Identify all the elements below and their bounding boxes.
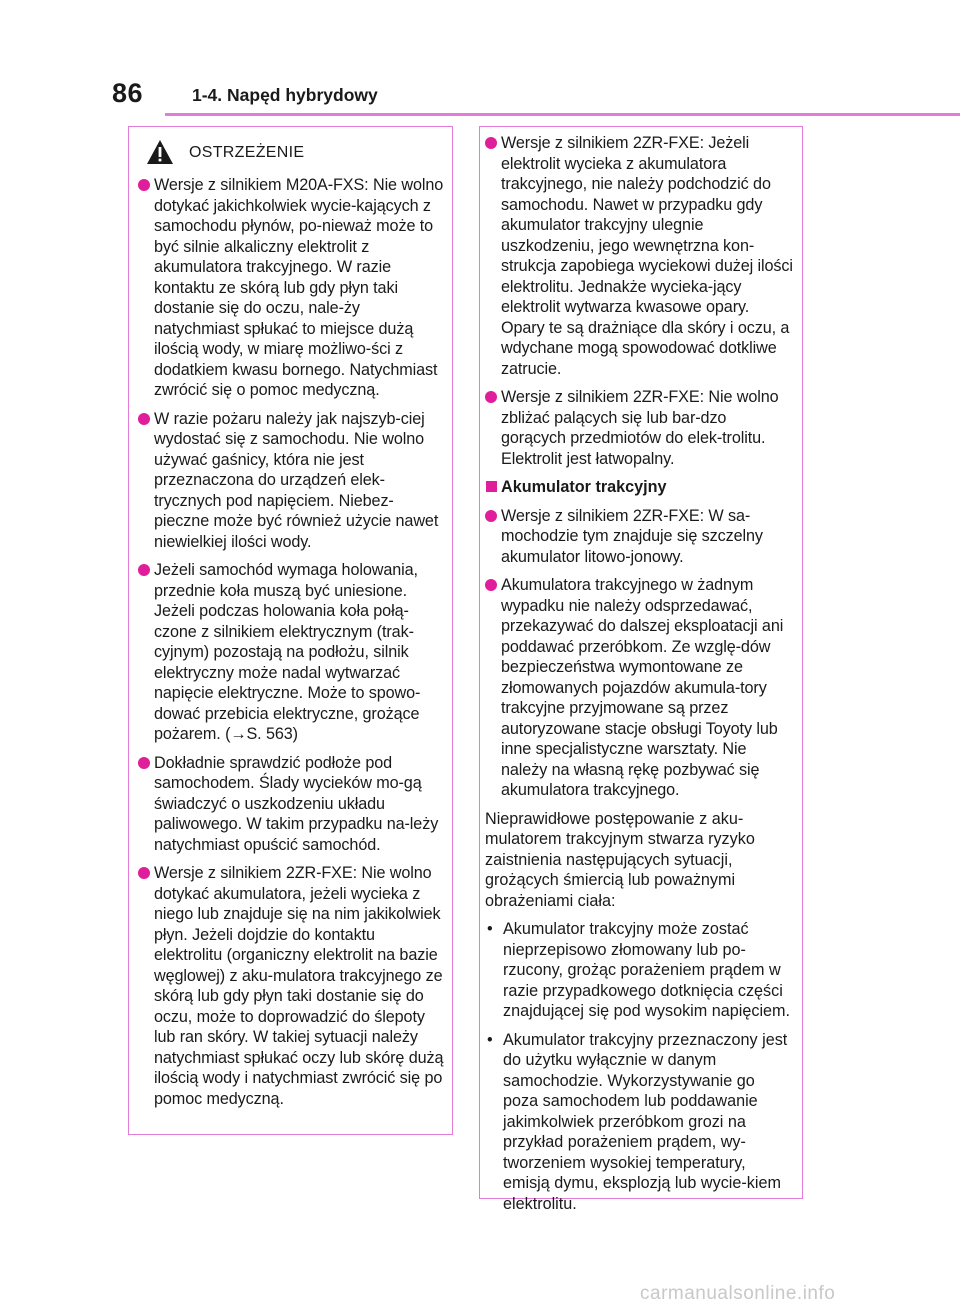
risk-list-item xyxy=(485,919,794,1022)
list-bullet-icon: • xyxy=(487,920,493,938)
square-bullet-icon xyxy=(486,481,497,492)
page-header xyxy=(0,0,960,120)
list-bullet-icon: • xyxy=(487,1030,493,1049)
warning-item-text: Wersje z silnikiem 2ZR-FXE: Nie wolno dotykać akumulatora, jeżeli wycieka z niego lub znajduje się na nim jakikolwiek płyn. Jeżeli dojdzie do kontaktu elektrolitu (organiczny elektrolit na bazie węglowej) z aku-mulatora trakcyjnego ze skórą lub gdy płyn taki dostanie się do oczu, może to doprowadzić do ślepoty lub ran skóry. W takiej sytuacji należy natychmiast spłukać oczy lub skórę dużą ilością wody i natychmiast zwrócić się po pomoc medyczną. xyxy=(154,864,444,1108)
subsection-heading-text: Akumulator trakcyjny xyxy=(501,478,667,496)
risk-list-item xyxy=(485,1030,794,1215)
bullet-dot-icon xyxy=(138,564,150,576)
warning-item xyxy=(138,409,444,553)
warning-item-text: Akumulatora trakcyjnego w żadnym wypadku nie należy odsprzedawać, przekazywać do dalszej eksploatacji ani poddawać przeróbkom. Ze wzglę-dów bezpieczeństwa wymontowane ze złomowanych pojazdów akumula-tory trakcyjne przyjmowane są przez autoryzowane stacje obsługi Toyoty lub inne specjalistyczne warsztaty. Nie należy na własną rękę pozbywać się akumulatora trakcyjnego. xyxy=(501,576,784,799)
bullet-dot-icon xyxy=(138,413,150,425)
warning-item-text: W razie pożaru należy jak najszyb-ciej wydostać się z samochodu. Nie wolno używać gaśnicy, która nie jest przeznaczona do urządzeń elek-trycznych pod napięciem. Niebez-pieczne może być również użycie nawet niewielkiej ilości wody. xyxy=(154,409,439,551)
warning-item-text: Wersje z silnikiem 2ZR-FXE: Jeżeli elektrolit wycieka z akumulatora trakcyjnego, nie należy podchodzić do samochodu. Nawet w przypadku gdy akumulator trakcyjny ulegnie uszkodzeniu, jego wewnętrzna kon-strukcja zapobiega wyciekowi dużej ilości elektrolitu. Jednakże wycieka-jący elektrolit wytwarza kwasowe opary. Opary te są drażniące dla skóry i oczu, a wdychane mogą spowodować dotkliwe zatrucie. xyxy=(501,134,793,378)
subsection-heading xyxy=(485,477,794,498)
warning-item-text: Wersje z silnikiem M20A-FXS: Nie wolno dotykać jakichkolwiek wycie-kających z samochodu płynów, po-nieważ może to być silnie alkaliczny elektrolit z akumulatora trakcyjnego. W razie kontaktu ze skórą lub gdy płyn taki dostanie się do oczu, nale-ży natychmiast spłukać to miejsce dużą ilością wody, w miarę możliwo-ści z dodatkiem kwasu bornego. Natychmiast zwrócić się o pomoc medyczną. xyxy=(154,176,444,399)
warning-header xyxy=(129,139,452,169)
warning-title: OSTRZEŻENIE xyxy=(189,144,305,161)
warning-item xyxy=(485,575,794,801)
bullet-dot-icon xyxy=(485,510,497,522)
warning-item xyxy=(138,753,444,856)
warning-item xyxy=(138,175,444,401)
risk-list-item-text: Akumulator trakcyjny może zostać nieprzepisowo złomowany lub po-rzucony, grożąc porażeniem prądem w razie przypadkowego dotknięcia części znajdującej się pod wysokim napięciem. xyxy=(503,920,791,1020)
risk-list-item-text: Akumulator trakcyjny przeznaczony jest do użytku wyłącznie w danym samochodzie. Wykorzystywanie go poza samochodem lub poddawanie jakimkolwiek przeróbkom grozi na przykład porażeniem prądem, wy-tworzeniem wysokiej temperatury, emisją dymu, eksplozją lub wycie-kiem elektrolitu. xyxy=(503,1030,788,1213)
page-number: 86 xyxy=(112,78,144,108)
warning-item xyxy=(485,133,794,379)
warning-box xyxy=(128,126,453,1135)
bullet-dot-icon xyxy=(138,757,150,769)
warning-item-text: Wersje z silnikiem 2ZR-FXE: Nie wolno zbliżać palących się lub bar-dzo gorących przedmiotów do elek-trolitu. Elektrolit jest łatwopalny. xyxy=(501,388,779,468)
warning-item-text: Wersje z silnikiem 2ZR-FXE: W sa-mochodzie tym znajduje się szczelny akumulator litowo-jonowy. xyxy=(501,506,763,566)
bullet-dot-icon xyxy=(485,137,497,149)
section-title: 1-4. Napęd hybrydowy xyxy=(192,85,378,105)
bullet-dot-icon xyxy=(138,179,150,191)
risk-paragraph: Nieprawidłowe postępowanie z aku-mulatorem trakcyjnym stwarza ryzyko zaistnienia następujących sytuacji, grożących śmiercią lub poważnymi obrażeniami ciała: xyxy=(485,809,755,910)
bullet-dot-icon xyxy=(485,579,497,591)
warning-item-text: Dokładnie sprawdzić podłoże pod samochodem. Ślady wycieków mo-gą świadczyć o uszkodzeniu układu paliwowego. W takim przypadku na-leży natychmiast opuścić samochód. xyxy=(154,753,439,854)
warning-triangle-icon xyxy=(146,139,174,165)
warning-item xyxy=(485,387,794,469)
bullet-dot-icon xyxy=(138,867,150,879)
warning-item xyxy=(138,863,444,1109)
warning-item xyxy=(138,560,444,745)
header-divider xyxy=(165,113,960,116)
bullet-dot-icon xyxy=(485,391,497,403)
warning-item xyxy=(485,506,794,568)
warning-item-text: Jeżeli samochód wymaga holowania, przednie koła muszą być uniesione. Jeżeli podczas holowania koła połą-czone z silnikiem elektrycznym (trak-cyjnym) pozostają na podłożu, silnik elektryczny może nadal wytwarzać napięcie elektryczne. Może to spowo-dować przebicia elektryczne, grożące pożarem. (→S. 563) xyxy=(154,561,421,743)
watermark: carmanualsonline.info xyxy=(640,1283,836,1304)
warning-box-continued xyxy=(479,126,803,1213)
